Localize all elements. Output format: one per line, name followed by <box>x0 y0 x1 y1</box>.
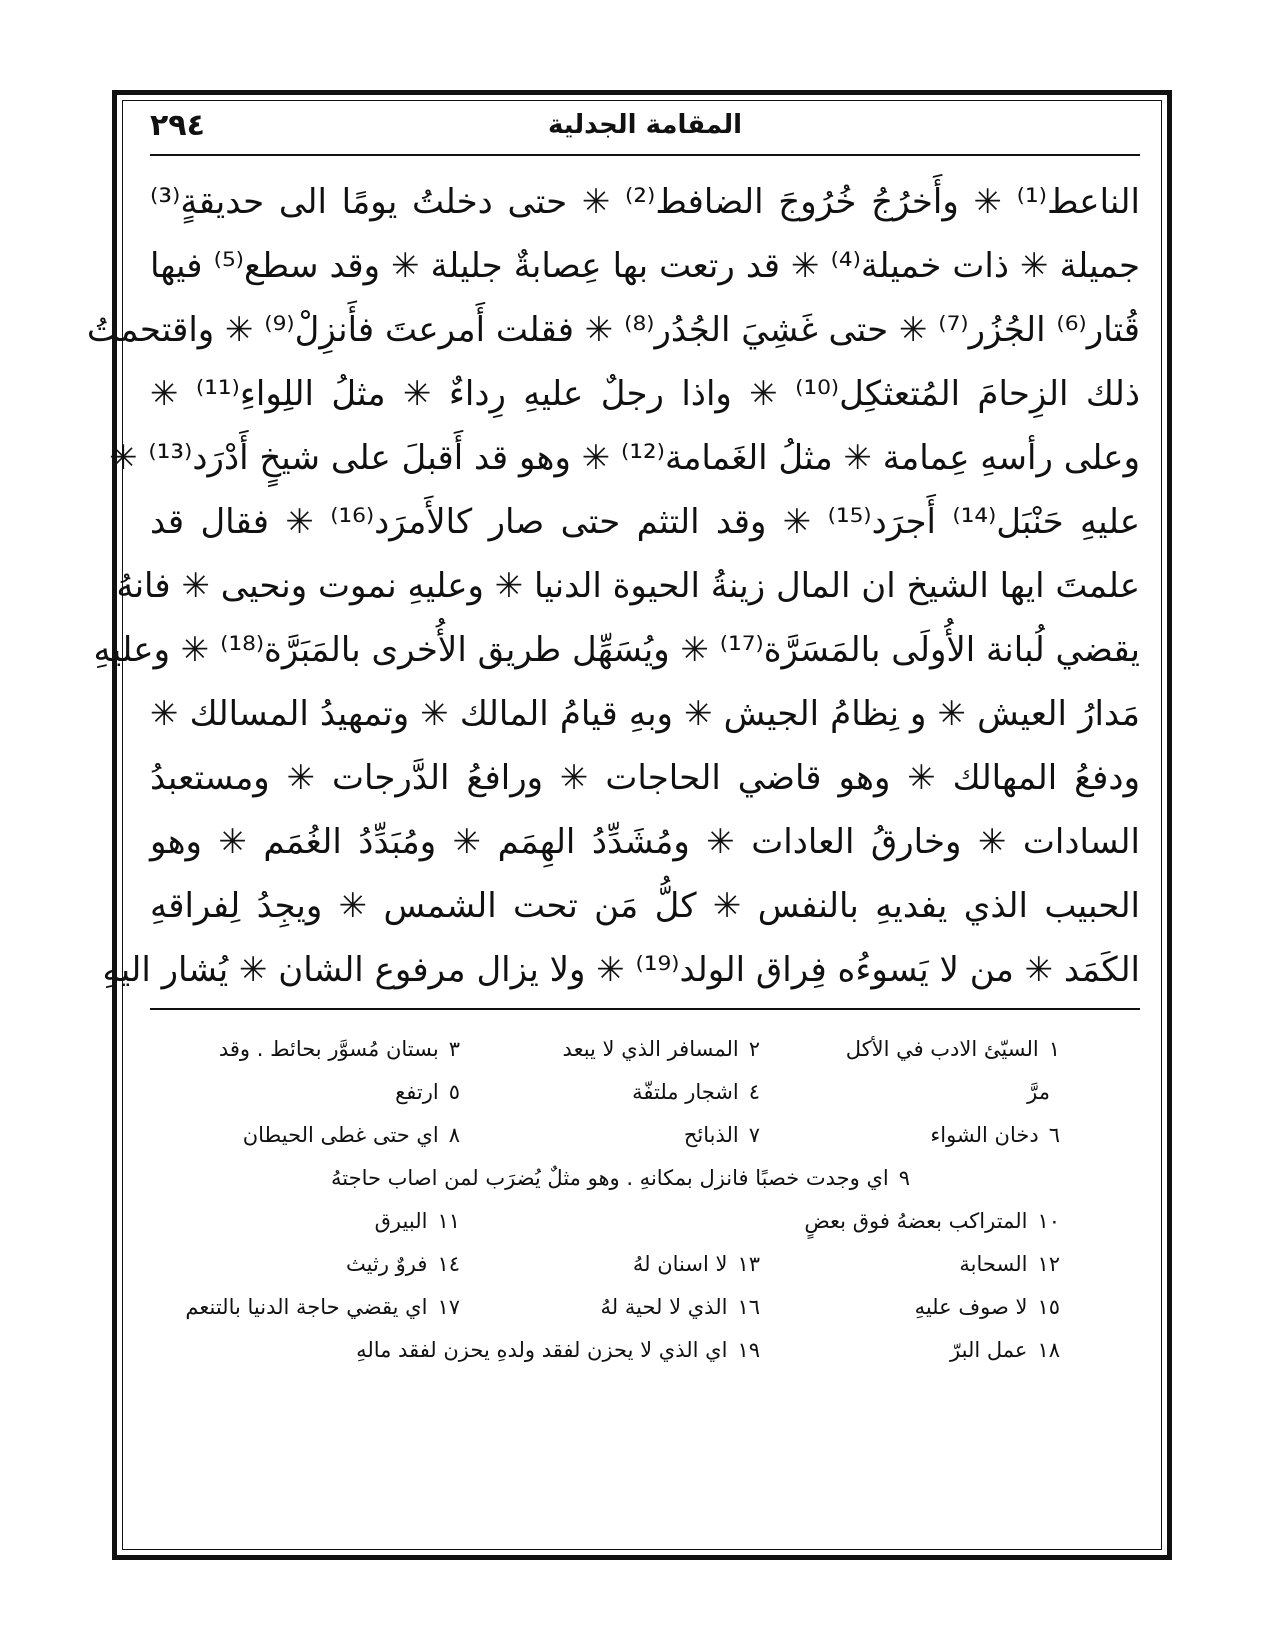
footnote <box>633 1243 760 1286</box>
footnote <box>601 1286 760 1329</box>
footnote <box>331 1157 910 1200</box>
text-line: الكَمَد ✳ من لا يَسوءُه فِراق الولد⁽¹⁹⁾ ✳ ولا يزال مرفوع الشان ✳ يُشار اليهِ <box>102 950 1140 990</box>
text-line: علمتَ ايها الشيخ ان المال زينةُ الحيوة الدنيا ✳ وعليهِ نموت ونحيى ✳ فانهُ <box>116 566 1140 606</box>
footnote <box>346 1243 460 1286</box>
footnote-number: ١٤ <box>437 1252 460 1276</box>
footnote <box>219 1028 460 1071</box>
footnote-number: ٥ <box>448 1080 460 1104</box>
footnote-row <box>150 1157 1060 1200</box>
footnote-text: اي وجدت خصبًا فانزل بمكانهِ . وهو مثلٌ يُضرَب لمن اصاب حاجتهُ <box>331 1166 889 1190</box>
footnote <box>804 1200 1060 1243</box>
footnote-number: ٤ <box>748 1080 760 1104</box>
footnote-number: ١٠ <box>1037 1209 1060 1233</box>
footnote-number: ١٣ <box>737 1252 760 1276</box>
footnotes <box>150 1028 1060 1372</box>
footnote <box>243 1114 460 1157</box>
main-text <box>86 170 1141 1002</box>
footnote-row <box>150 1243 1060 1286</box>
footnote-text: فروٌ رثيث <box>346 1252 428 1276</box>
footnote-number: ١٦ <box>737 1295 760 1319</box>
footnote-text: البيرق <box>374 1209 428 1233</box>
footnote-row <box>150 1286 1060 1329</box>
footnote <box>846 1028 1060 1071</box>
text-line: عليهِ حَنْبَل⁽¹⁴⁾ أَجرَد⁽¹⁵⁾ ✳ وقد التثم حتى صار كالأَمرَد⁽¹⁶⁾ ✳ فقال قد <box>150 502 1140 542</box>
text-line: الناعط⁽¹⁾ ✳ وأَخرُجُ خُرُوجَ الضافط⁽²⁾ ✳ حتى دخلتُ يومًا الى حديقةٍ⁽³⁾ <box>150 182 1140 222</box>
footnote-number: ١٥ <box>1037 1295 1060 1319</box>
footnote-text: الذبائح <box>683 1123 739 1147</box>
footnote-row <box>150 1329 1060 1372</box>
footnote <box>684 1114 760 1157</box>
footnote-text: لا صوف عليهِ <box>914 1295 1028 1319</box>
footnote <box>1027 1071 1060 1114</box>
footnote-text: المتراكب بعضهُ فوق بعضٍ <box>804 1209 1028 1233</box>
footnote <box>930 1114 1060 1157</box>
page-header <box>150 108 1140 148</box>
header-rule <box>150 154 1140 156</box>
footnote <box>395 1071 460 1114</box>
footnote-text: اي الذي لا يحزن لفقد ولدهِ يحزن لفقد مالهِ <box>356 1338 728 1362</box>
text-line: قُتار⁽⁶⁾ الجُزُر⁽⁷⁾ ✳ حتى غَشِيَ الجُدُر⁽⁸⁾ ✳ فقلت أَمرعتَ فأَنزِلْ⁽⁹⁾ ✳ واقتحمتُ <box>86 310 1140 350</box>
footnote <box>950 1329 1060 1372</box>
footnote-row <box>150 1028 1060 1071</box>
text-line: وعلى رأسهِ عِمامة ✳ مثلُ الغَمامة⁽¹²⁾ ✳ وهو قد أَقبلَ على شيخٍ أَدْرَد⁽¹³⁾ ✳ <box>109 438 1140 478</box>
footnote <box>632 1071 760 1114</box>
text-line: ودفعُ المهالك ✳ وهو قاضي الحاجات ✳ ورافعُ الدَّرجات ✳ ومستعبدُ <box>150 758 1140 798</box>
text-line: الحبيب الذي يفديهِ بالنفس ✳ كلُّ مَن تحت الشمس ✳ ويجِدُ لِفراقهِ <box>150 886 1140 926</box>
footnote-text: عمل البرّ <box>950 1338 1028 1362</box>
footnote-number: ٦ <box>1048 1123 1060 1147</box>
footnote <box>185 1286 460 1329</box>
footnote-row <box>150 1071 1060 1114</box>
footnote-text: اشجار ملتفّة <box>632 1080 739 1104</box>
footnote-text: ارتفع <box>395 1080 439 1104</box>
footnote-number: ١٧ <box>437 1295 460 1319</box>
footnote-text: لا اسنان لهُ <box>632 1252 728 1276</box>
footnote <box>563 1028 760 1071</box>
footnote-number: ١٩ <box>737 1338 760 1362</box>
text-line: جميلة ✳ ذات خميلة⁽⁴⁾ ✳ قد رتعت بها عِصابةٌ جليلة ✳ وقد سطع⁽⁵⁾ فيها <box>150 246 1141 286</box>
footnote-number: ٨ <box>448 1123 460 1147</box>
footnote-row <box>150 1114 1060 1157</box>
footnote-text: السيّئ الادب في الأكل <box>845 1037 1039 1061</box>
text-line: السادات ✳ وخارقُ العادات ✳ ومُشَدِّدُ الهِمَم ✳ ومُبَدِّدُ الغُمَم ✳ وهو <box>150 822 1140 862</box>
footnote-number: ٣ <box>448 1037 460 1061</box>
footnote <box>356 1329 760 1372</box>
footnote-number: ٢ <box>748 1037 760 1061</box>
footnote-text: الذي لا لحية لهُ <box>600 1295 728 1319</box>
footnote-text: المسافر الذي لا يبعد <box>562 1037 739 1061</box>
text-line: ذلك الزِحامَ المُتعثكِل⁽¹⁰⁾ ✳ واذا رجلٌ عليهِ رِداءٌ ✳ مثلُ اللِواءِ⁽¹¹⁾ ✳ <box>150 374 1140 414</box>
footnote-number: ٩ <box>898 1166 910 1190</box>
page-title: المقامة الجدلية <box>547 110 743 140</box>
footnote-row <box>150 1200 1060 1243</box>
footnote-rule <box>150 1008 1140 1010</box>
footnote-number: ١٢ <box>1037 1252 1060 1276</box>
footnote <box>375 1200 460 1243</box>
text-line: يقضي لُبانة الأُولَى بالمَسَرَّة⁽¹⁷⁾ ✳ ويُسَهِّل طريق الأُخرى بالمَبَرَّة⁽¹⁸⁾ ✳ وعليهِ <box>93 630 1140 670</box>
footnote-number: ١٨ <box>1037 1338 1060 1362</box>
footnote-text: السحابة <box>959 1252 1028 1276</box>
footnote <box>915 1286 1060 1329</box>
footnote-text: بستان مُسوَّر بحائط . وقد <box>218 1037 439 1061</box>
footnote-text: مرَّ <box>1027 1080 1050 1104</box>
footnote-number: ١ <box>1048 1037 1060 1061</box>
footnote-text: اي حتى غطى الحيطان <box>242 1123 439 1147</box>
page-number: ٢٩٤ <box>150 108 205 143</box>
footnote-number: ١١ <box>437 1209 460 1233</box>
footnote-text: دخان الشواء <box>930 1123 1039 1147</box>
text-line: مَدارُ العيش ✳ و نِظامُ الجيش ✳ وبهِ قيامُ المالك ✳ وتمهيدُ المسالك ✳ <box>150 694 1140 734</box>
footnote-number: ٧ <box>748 1123 760 1147</box>
footnote-text: اي يقضي حاجة الدنيا بالتنعم <box>185 1295 428 1319</box>
footnote <box>959 1243 1060 1286</box>
